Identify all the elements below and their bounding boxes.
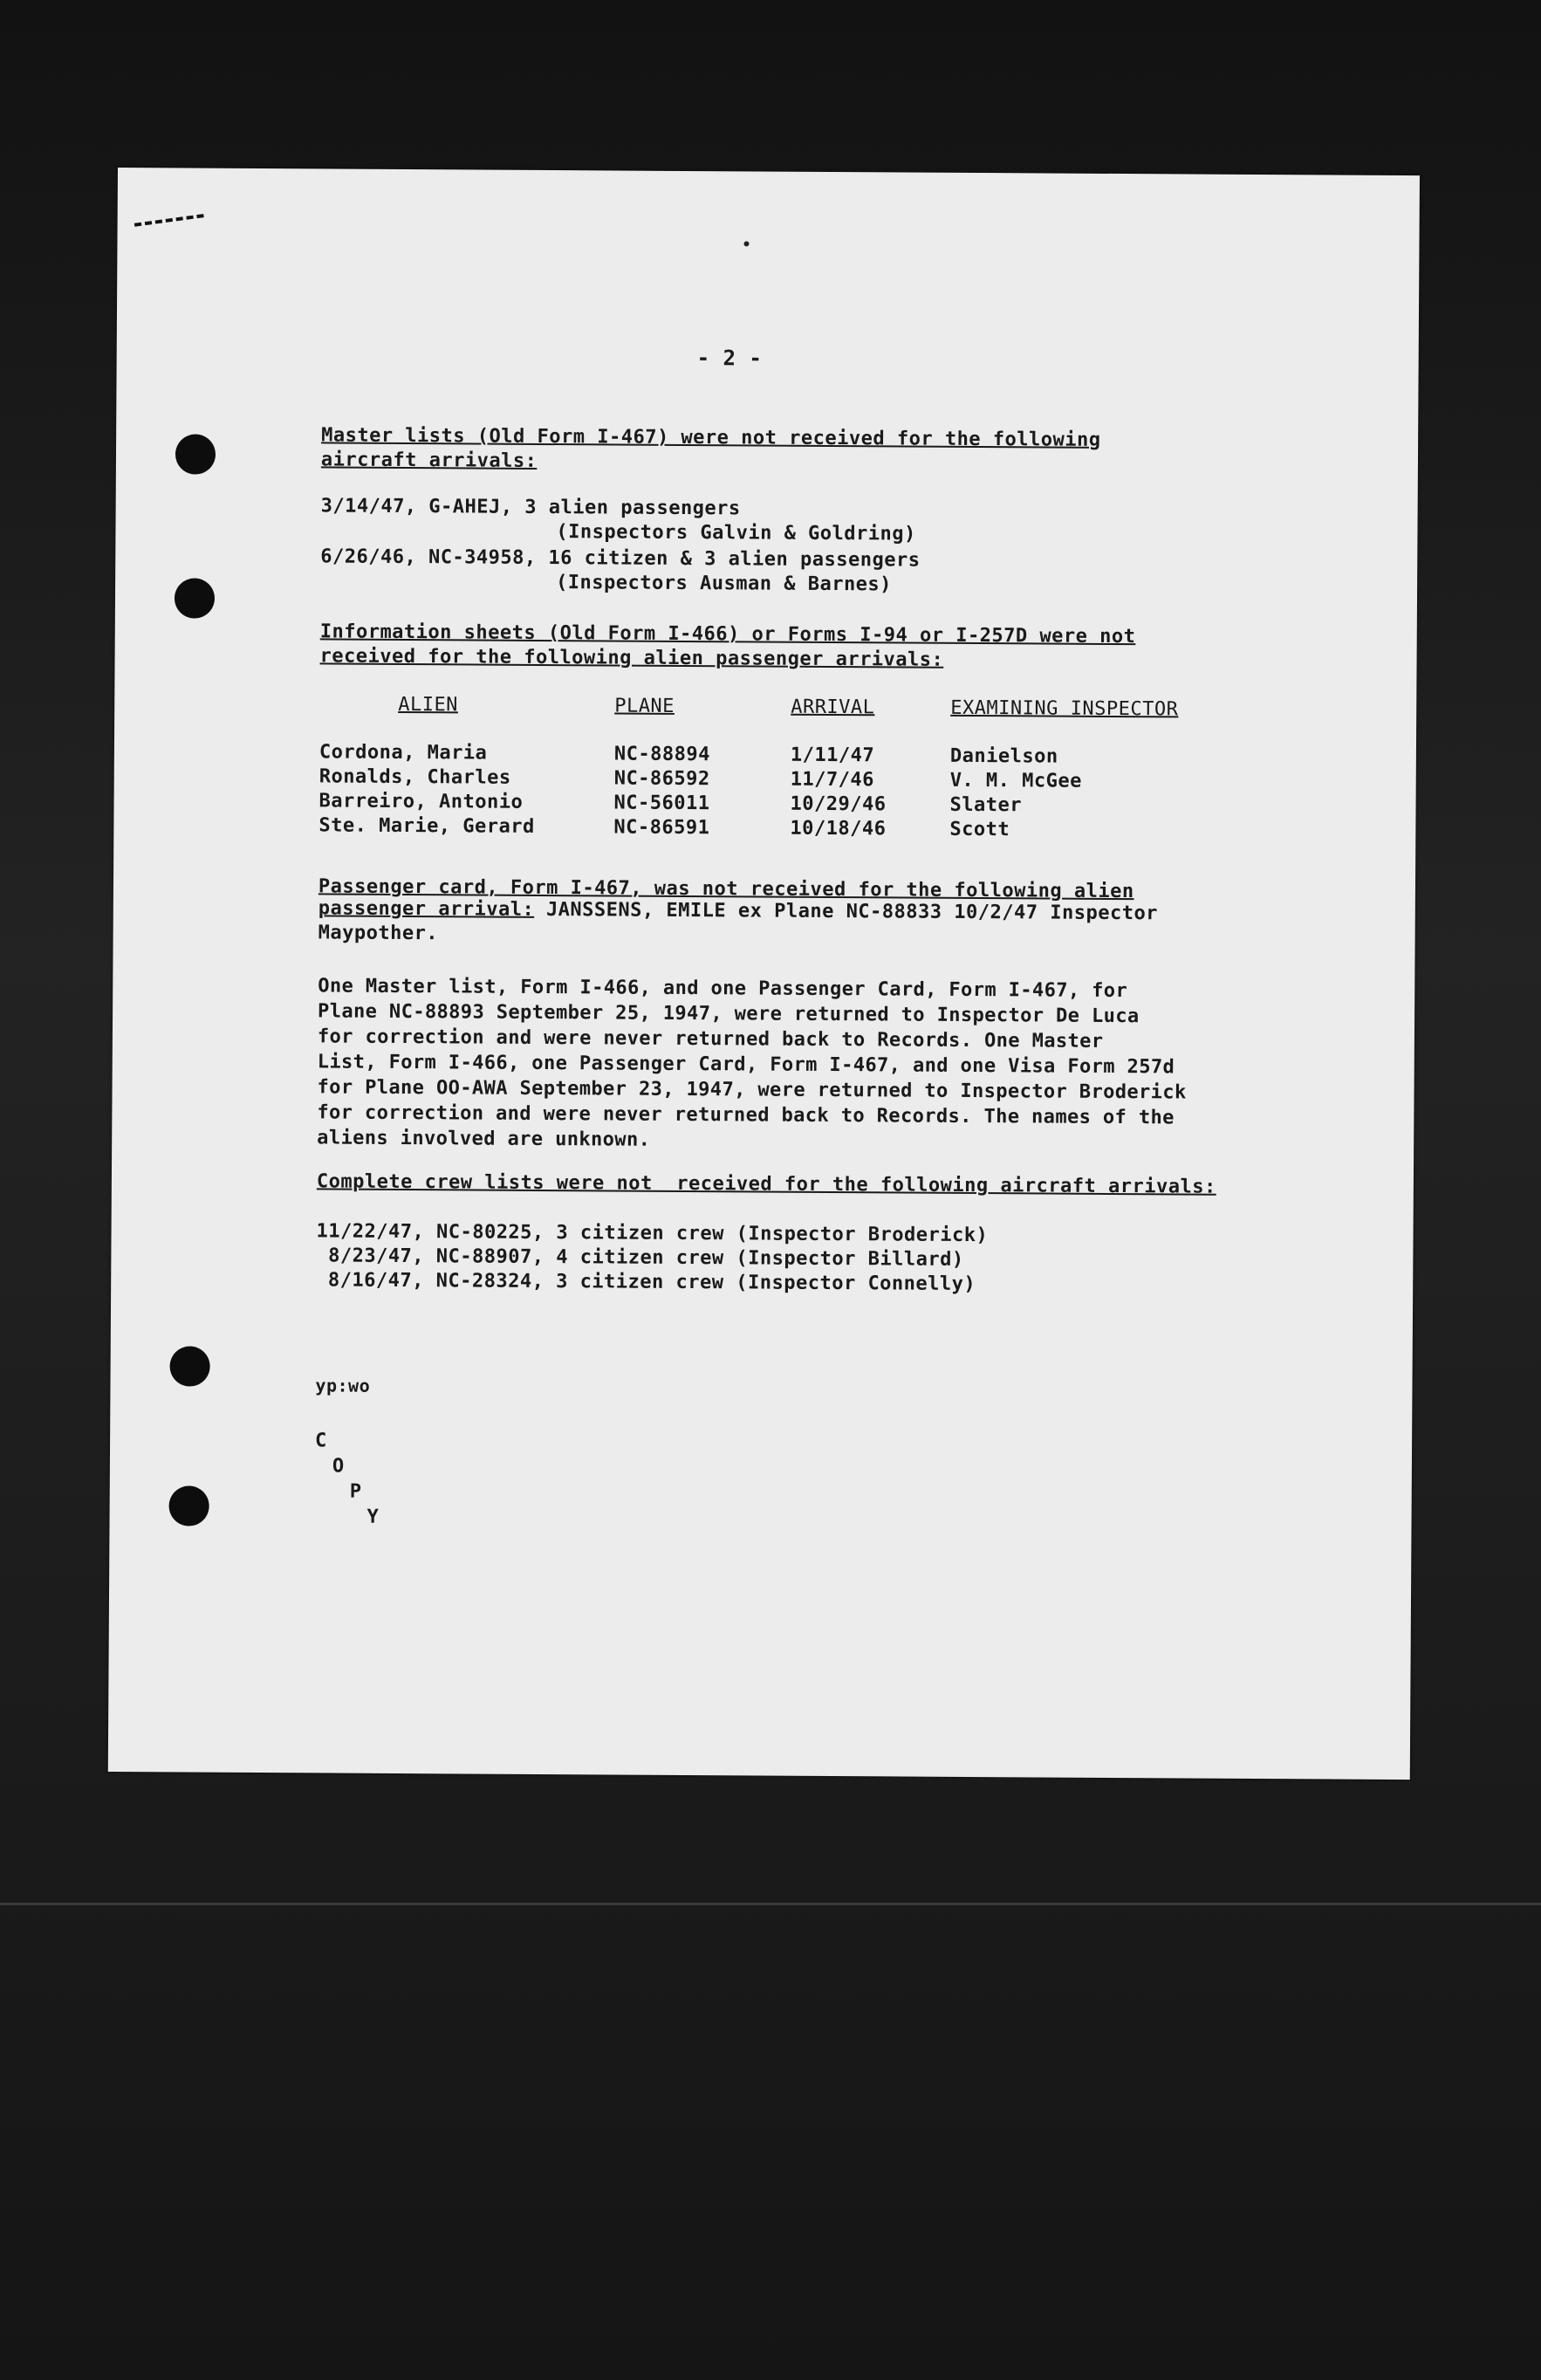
punch-hole — [168, 1485, 209, 1526]
table-cell-alien: Cordona, Maria — [318, 741, 488, 765]
pen-mark — [134, 214, 205, 237]
paragraph-line: aliens involved are unknown. — [317, 1127, 651, 1151]
copy-letter: P — [349, 1480, 362, 1503]
table-cell-alien: Barreiro, Antonio — [318, 790, 524, 813]
master-list-entry: 3/14/47, G-AHEJ, 3 alien passengers — [320, 495, 741, 520]
paragraph-line: for correction and were never returned back to Records. One Master — [317, 1025, 1104, 1053]
copy-letter: O — [332, 1455, 345, 1478]
table-cell-arrival: 10/18/46 — [790, 817, 887, 840]
table-cell-arrival: 10/29/46 — [790, 792, 887, 816]
copy-letter: Y — [366, 1506, 379, 1528]
passenger-card-line3: Maypother. — [318, 922, 439, 945]
passenger-card-detail: JANSSENS, EMILE ex Plane NC-88833 10/2/47 Inspector — [534, 898, 1159, 925]
table-cell-alien: Ste. Marie, Gerard — [318, 814, 535, 838]
crew-list-entry: 11/22/47, NC-80225, 3 citizen crew (Inspector Broderick) — [316, 1220, 989, 1247]
table-cell-plane: NC-88894 — [613, 743, 710, 766]
master-list-entry: 6/26/46, NC-34958, 16 citizen & 3 alien passengers — [320, 545, 921, 572]
punch-hole — [175, 578, 215, 618]
table-cell-plane: NC-56011 — [613, 792, 710, 815]
info-sheets-heading-line1: Information sheets (Old Form I-466) or Forms I-94 or I-257D were not — [319, 621, 1136, 648]
document-page — [108, 168, 1420, 1780]
master-lists-heading-line2: aircraft arrivals: — [320, 449, 538, 472]
master-lists-heading-line1: Master lists (Old Form I-467) were not received for the following — [321, 424, 1101, 451]
punch-hole — [169, 1346, 209, 1386]
table-cell-inspector: Danielson — [949, 744, 1058, 768]
master-list-entry-inspectors: (Inspectors Galvin & Goldring) — [556, 521, 916, 545]
punch-hole — [175, 434, 216, 474]
table-cell-inspector: Scott — [949, 818, 1010, 841]
typist-initials: yp:wo — [315, 1375, 371, 1396]
paragraph-line: List, Form I-466, one Passenger Card, Form I-467, and one Visa Form 257d — [317, 1051, 1175, 1079]
column-header-plane: PLANE — [614, 695, 675, 717]
passenger-card-heading-line2: passenger arrival: — [318, 897, 535, 921]
table-cell-inspector: V. M. McGee — [949, 769, 1083, 792]
master-list-entry-inspectors: (Inspectors Ausman & Barnes) — [556, 572, 893, 596]
column-header-examining-inspector: EXAMINING INSPECTOR — [950, 696, 1179, 721]
paragraph-line: for correction and were never returned back to Records. The names of the — [317, 1101, 1175, 1129]
copy-letter: C — [315, 1430, 327, 1452]
returned-paragraph — [317, 973, 1264, 1156]
info-sheets-heading-line2: received for the following alien passenger arrivals: — [319, 645, 944, 671]
table-cell-alien: Ronalds, Charles — [318, 765, 511, 789]
page-number: - 2 - — [696, 346, 763, 371]
passenger-card-line2 — [318, 896, 1158, 926]
ink-dot — [743, 241, 749, 246]
table-cell-arrival: 1/11/47 — [790, 744, 875, 767]
table-cell-plane: NC-86592 — [613, 767, 710, 791]
film-divider — [0, 1903, 1541, 1905]
table-cell-inspector: Slater — [949, 793, 1023, 817]
paragraph-line: One Master list, Form I-466, and one Passenger Card, Form I-467, for — [318, 975, 1128, 1003]
crew-list-entry: 8/16/47, NC-28324, 3 citizen crew (Inspector Connelly) — [316, 1269, 976, 1296]
passenger-card-heading-line1: Passenger card, Form I-467, was not received for the following alien — [318, 875, 1134, 903]
crew-list-entry: 8/23/47, NC-88907, 4 citizen crew (Inspector Billard) — [316, 1245, 964, 1271]
table-cell-arrival: 11/7/46 — [790, 768, 875, 792]
column-header-arrival: ARRIVAL — [791, 696, 875, 719]
paragraph-line: Plane NC-88893 September 25, 1947, were returned to Inspector De Luca — [318, 1000, 1140, 1028]
crew-lists-heading: Complete crew lists were not received for the following aircraft arrivals: — [316, 1170, 1216, 1198]
paragraph-line: for Plane OO-AWA September 23, 1947, were returned to Inspector Broderick — [317, 1076, 1187, 1104]
table-cell-plane: NC-86591 — [613, 816, 710, 840]
column-header-alien: ALIEN — [398, 693, 459, 717]
